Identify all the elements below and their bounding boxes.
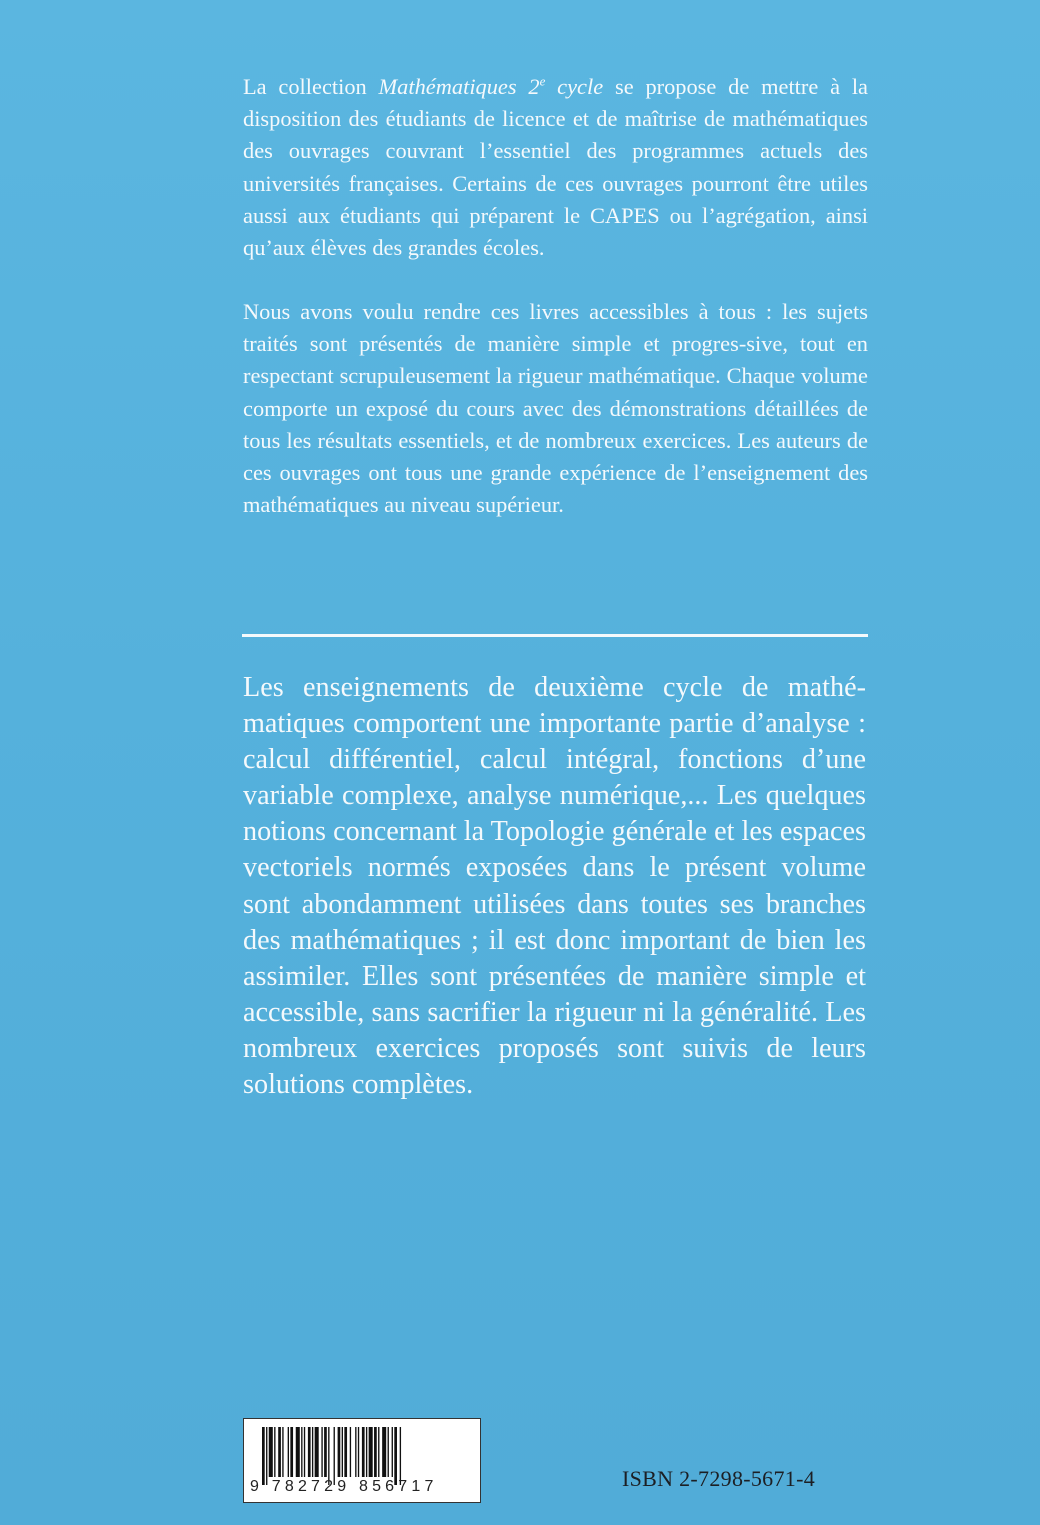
barcode-bar	[278, 1427, 281, 1477]
barcode-bar	[315, 1427, 319, 1477]
barcode-bar	[328, 1427, 329, 1485]
intro-text-rest: se propose de mettre à la disposition des étudiants de licence et de maîtrise de mathématiques des ouvrages couvrant l’essentiel des programmes actuels des universités françaises. Certains de ces ouvrages pourront être utiles aussi aux étudiants qui préparent le CAPES ou l’agrégation, ainsi qu’aux élèves des grandes écoles.	[243, 74, 868, 261]
barcode-bar	[378, 1427, 379, 1477]
barcode-bar	[392, 1427, 393, 1477]
barcode-bar	[312, 1427, 313, 1477]
barcode-bar	[374, 1427, 377, 1477]
barcode-bar	[288, 1427, 289, 1477]
isbn-label: ISBN 2-7298-5671-4	[622, 1466, 816, 1491]
barcode-bar	[388, 1427, 389, 1477]
barcode-bar	[369, 1427, 373, 1477]
barcode-bar	[266, 1427, 267, 1485]
barcode-bar	[290, 1427, 293, 1477]
series-title: Mathématiques 2e cycle	[378, 73, 604, 99]
barcode-bar	[400, 1427, 401, 1485]
barcode-bar	[321, 1427, 322, 1477]
barcode-bar	[344, 1427, 347, 1477]
barcode-bar	[394, 1427, 397, 1485]
barcode-bar	[358, 1427, 359, 1477]
intro-text-start: La collection	[243, 74, 379, 99]
barcode-bar	[304, 1427, 305, 1477]
book-summary-paragraph: Les enseignements de deuxième cycle de mathé-matiques comportent une importante partie d’analyse : calcul différentiel, calcul intégral, fonctions d’une variable complexe, analyse numérique,... Les quelques notions concernant la Topologie générale et les espaces vectoriels normés exposées dans le présent volume sont abondamment utilisées dans toutes ses branches des mathématiques ; il est donc important de bien les assimiler. Elles sont présentées de manière simple et accessible, sans sacrifier la rigueur ni la généralité. Les nombreux exercices proposés sont suivis de leurs solutions complètes.	[243, 672, 866, 1101]
barcode-bar	[342, 1427, 343, 1477]
barcode-bar	[296, 1427, 300, 1477]
barcode-bar	[269, 1427, 273, 1477]
barcode-bar	[338, 1427, 341, 1477]
section-divider	[242, 634, 868, 637]
barcode-bar	[274, 1427, 275, 1477]
barcode-bar	[282, 1427, 283, 1477]
barcode-bar	[382, 1427, 386, 1477]
barcode-bar	[308, 1427, 311, 1477]
barcode-bar	[355, 1427, 356, 1477]
barcode-bar	[366, 1427, 367, 1477]
barcode-bar	[362, 1427, 365, 1477]
barcode-bar	[334, 1427, 335, 1485]
accessibility-paragraph: Nous avons voulu rendre ces livres accessibles à tous : les sujets traités sont présentés de manière simple et progres-sive, tout en respectant scrupuleusement la rigueur mathématique. Chaque volume comporte un exposé du cours avec des démonstrations détaillées de tous les résultats essentiels, et de nombreux exercices. Les auteurs de ces ouvrages ont tous une grande expérience de l’enseignement des mathématiques au niveau supérieur.	[243, 299, 868, 518]
barcode-bar	[262, 1427, 265, 1485]
collection-intro-paragraph	[243, 71, 868, 264]
barcode-bar	[301, 1427, 302, 1477]
barcode-digits: 9 782729 856717	[250, 1478, 438, 1495]
barcode	[243, 1418, 481, 1503]
barcode-bar	[324, 1427, 327, 1477]
barcode-bar	[350, 1427, 351, 1477]
